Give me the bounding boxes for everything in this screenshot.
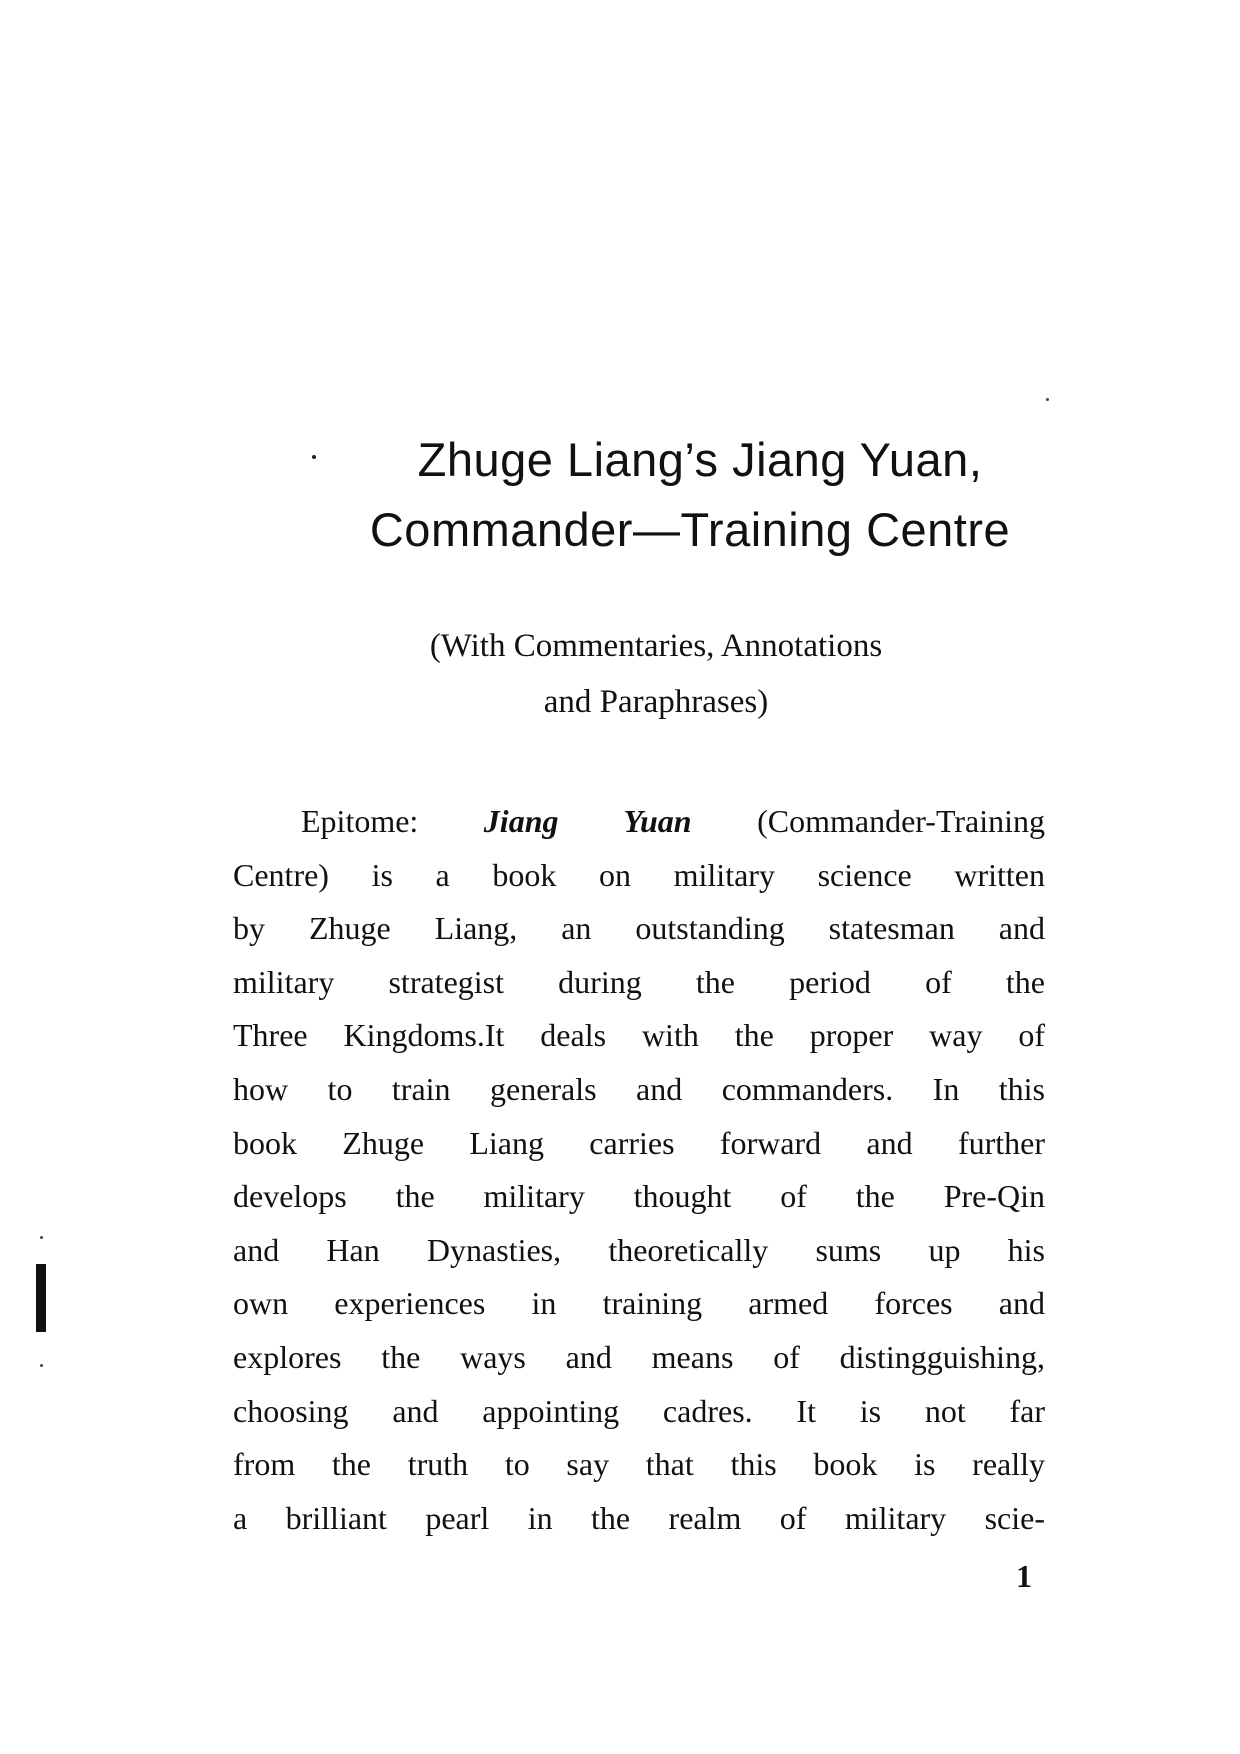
subtitle-line-1: (With Commentaries, Annotations <box>429 628 883 664</box>
body-line: how to train generals and commanders. In this <box>233 1070 1045 1107</box>
body-line: choosing and appointing cadres. It is not far <box>233 1392 1045 1429</box>
body-paragraph <box>233 795 1045 1545</box>
body-line: explores the ways and means of distingguishing, <box>233 1338 1045 1375</box>
work-title: Jiang Yuan <box>483 803 692 839</box>
page-title-line-2: Commander—Training Centre <box>369 503 1011 556</box>
subtitle-line-2: and Paraphrases) <box>543 684 769 720</box>
body-line: Centre) is a book on military science written <box>233 856 1045 893</box>
body-line: from the truth to say that this book is really <box>233 1446 1045 1483</box>
scan-speck <box>1046 398 1049 401</box>
scan-speck <box>40 1364 43 1367</box>
body-line-first <box>233 795 1045 849</box>
page-title-line-1: Zhuge Liang’s Jiang Yuan, <box>417 433 983 486</box>
body-line: and Han Dynasties, theoretically sums up his <box>233 1231 1045 1268</box>
page-number: 1 <box>1016 1558 1032 1594</box>
epitome-label: Epitome: <box>301 803 419 839</box>
scan-speck <box>40 1236 43 1239</box>
first-line-rest: (Commander-Training <box>757 803 1045 839</box>
body-line: by Zhuge Liang, an outstanding statesman and <box>233 910 1045 947</box>
body-line: a brilliant pearl in the realm of military scie- <box>233 1499 1045 1536</box>
body-line: develops the military thought of the Pre-Qin <box>233 1178 1045 1215</box>
body-line: own experiences in training armed forces and <box>233 1285 1045 1322</box>
body-line: military strategist during the period of the <box>233 963 1045 1000</box>
body-line: Three Kingdoms.It deals with the proper way of <box>233 1017 1045 1054</box>
body-line: book Zhuge Liang carries forward and further <box>233 1124 1045 1161</box>
scan-margin-mark <box>36 1264 46 1332</box>
